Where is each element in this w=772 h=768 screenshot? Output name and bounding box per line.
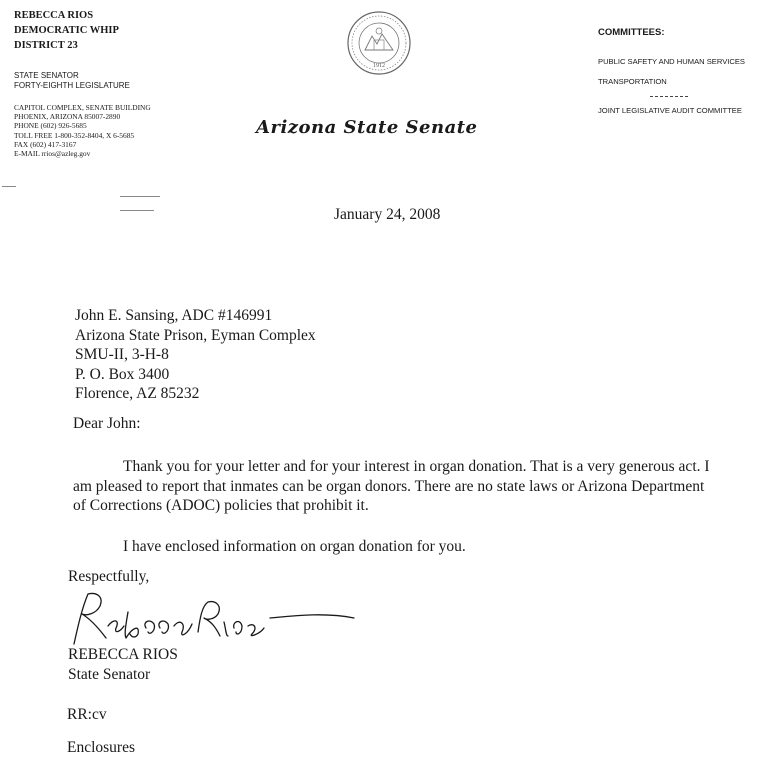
- sender-role: DEMOCRATIC WHIP: [14, 25, 119, 36]
- letter-date: January 24, 2008: [334, 206, 441, 223]
- sender-title-line1: STATE SENATOR: [14, 71, 79, 80]
- sender-name: REBECCA RIOS: [14, 10, 94, 21]
- committees-block: [598, 27, 770, 126]
- committees-heading: COMMITTEES:: [598, 27, 665, 38]
- committee-item: JOINT LEGISLATIVE AUDIT COMMITTEE: [598, 106, 742, 115]
- body-paragraph: I have enclosed information on organ donation for you.: [123, 538, 466, 555]
- recipient-line: Arizona State Prison, Eyman Complex: [75, 326, 316, 344]
- sender-title-line2: FORTY-EIGHTH LEGISLATURE: [14, 81, 130, 90]
- sender-district: DISTRICT 23: [14, 40, 78, 51]
- address-line2: PHOENIX, ARIZONA 85007-2890: [14, 112, 121, 122]
- reference-initials: RR:cv: [67, 706, 107, 723]
- recipient-address: [75, 306, 316, 404]
- email: E-MAIL rrios@azleg.gov: [14, 149, 91, 159]
- committee-divider: [650, 96, 688, 97]
- scan-mark: [120, 210, 154, 211]
- scan-mark: [2, 186, 16, 187]
- recipient-line: John E. Sansing, ADC #146991: [75, 307, 273, 324]
- contact-block: [14, 103, 151, 158]
- recipient-line: SMU-II, 3-H-8: [75, 346, 169, 364]
- salutation: Dear John:: [73, 415, 141, 432]
- sender-title-block: [14, 71, 130, 91]
- signer-block: [68, 645, 178, 684]
- committee-item: TRANSPORTATION: [598, 76, 667, 86]
- address-line1: CAPITOL COMPLEX, SENATE BUILDING: [14, 103, 151, 112]
- enclosures-note: Enclosures: [67, 739, 136, 756]
- phone: PHONE (602) 926-5685: [14, 121, 87, 131]
- closing: Respectfully,: [68, 568, 150, 585]
- state-seal-icon: [346, 10, 412, 76]
- signer-title: State Senator: [68, 665, 151, 683]
- handwritten-signature: [62, 582, 372, 650]
- scan-mark: [120, 196, 160, 197]
- recipient-line: Florence, AZ 85232: [75, 385, 200, 403]
- recipient-line: P. O. Box 3400: [75, 365, 170, 383]
- committee-item: PUBLIC SAFETY AND HUMAN SERVICES: [598, 57, 745, 66]
- senate-title: Arizona State Senate: [256, 117, 478, 138]
- fax: FAX (602) 417-3167: [14, 139, 77, 149]
- sender-block: [14, 8, 119, 53]
- seal-year: 1912: [373, 63, 385, 69]
- signer-name: REBECCA RIOS: [68, 646, 178, 663]
- body-paragraph: Thank you for your letter and for your interest in organ donation. That is a very generous act. I am pleased to report that inmates can be organ donors. There are no state laws or Arizona Department of Corrections (ADOC) policies that prohibit it.: [73, 458, 710, 514]
- toll-free: TOLL FREE 1-800-352-8404, X 6-5685: [14, 130, 135, 140]
